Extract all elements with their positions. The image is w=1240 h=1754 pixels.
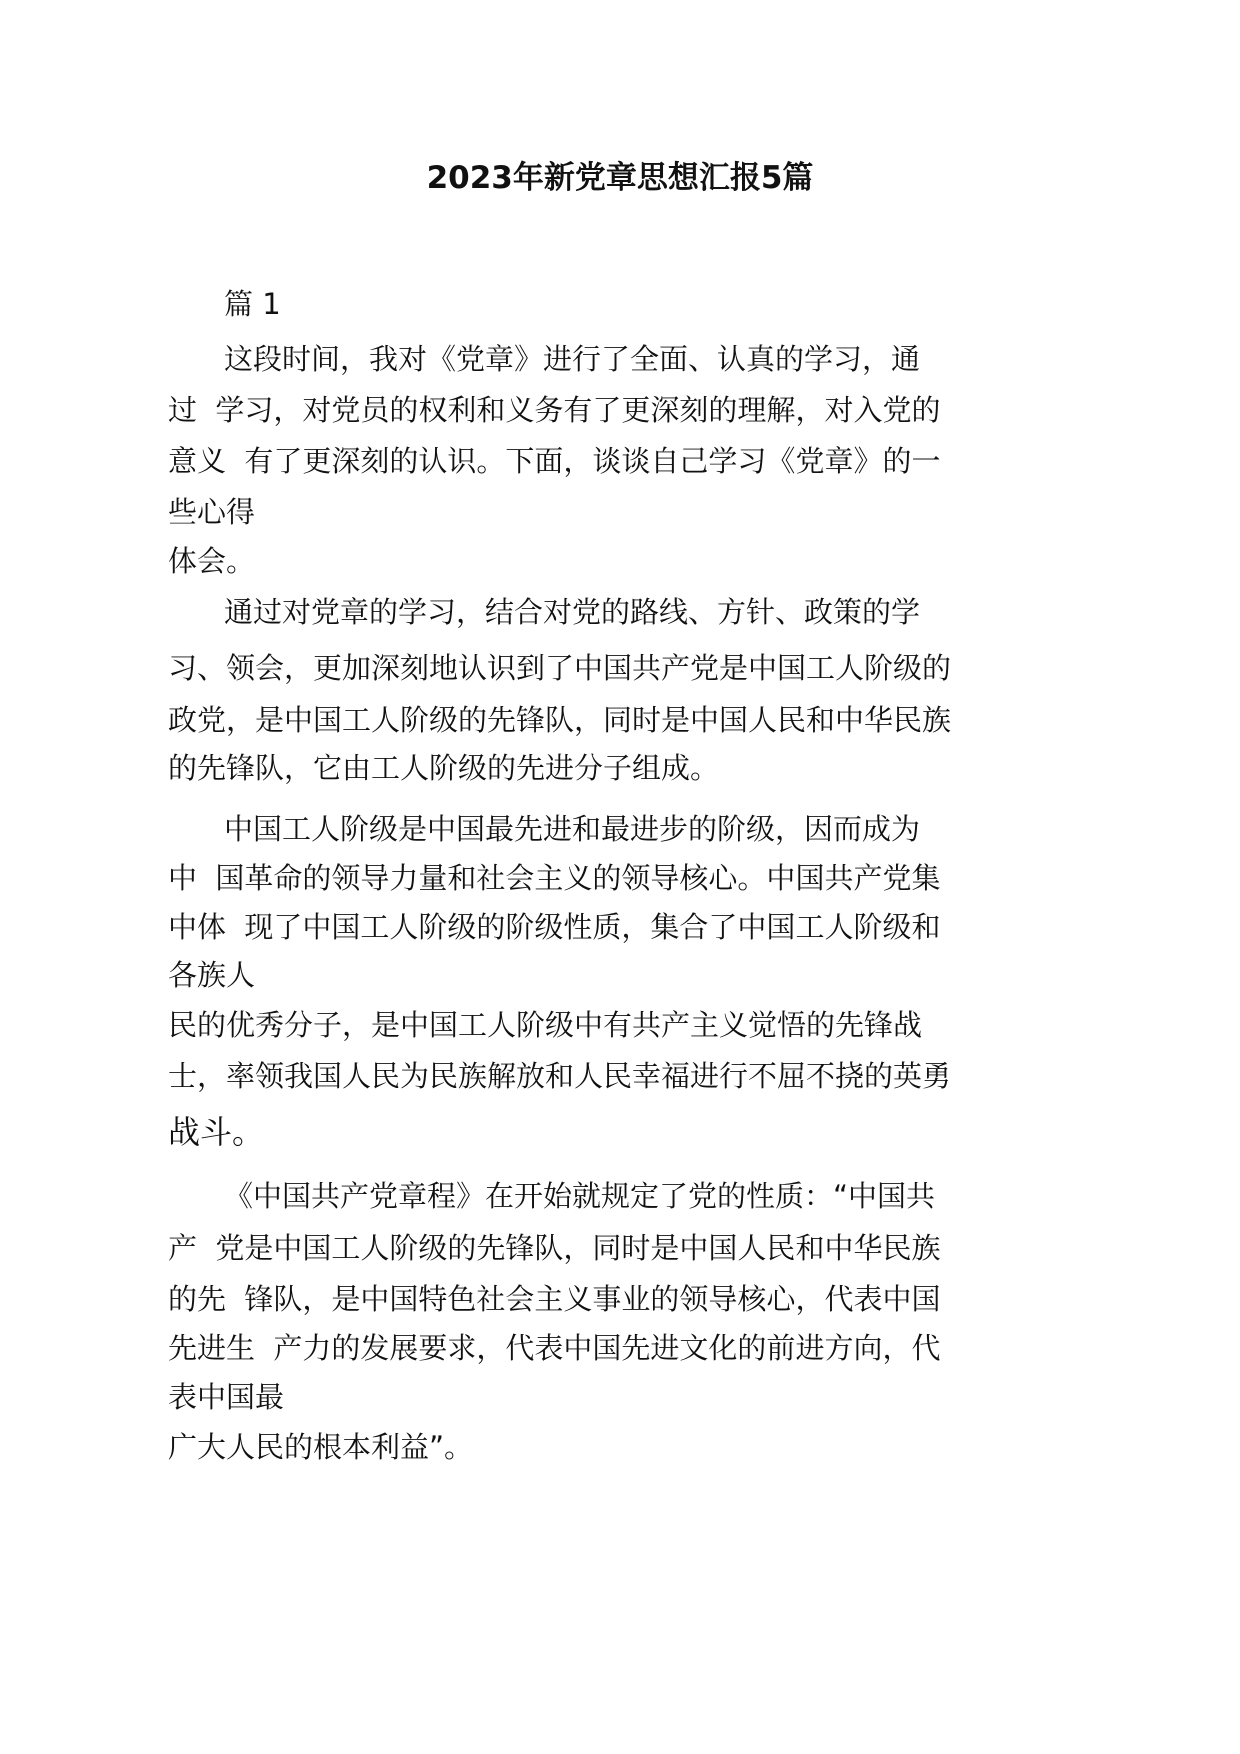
- text-line: 政党，是中国工人阶级的先锋队，同时是中国人民和中华民族: [168, 703, 952, 737]
- text-line: 《中国共产党章程》在开始就规定了党的性质：“中国共: [224, 1179, 936, 1213]
- text-line: 产 党是中国工人阶级的先锋队，同时是中国人民和中华民族: [168, 1231, 941, 1265]
- text-line: 士，率领我国人民为民族解放和人民幸福进行不屈不挠的英勇: [168, 1059, 952, 1093]
- text-line: 先进生 产力的发展要求，代表中国先进文化的前进方向，代: [168, 1331, 941, 1365]
- document-title: 2023年新党章思想汇报5篇: [426, 160, 814, 196]
- text-line: 各族人: [168, 958, 256, 992]
- text-line: 些心得: [168, 495, 256, 529]
- text-line: 体会。: [168, 544, 256, 578]
- text-line: 这段时间，我对《党章》进行了全面、认真的学习，通: [224, 342, 921, 376]
- text-line: 战斗。: [168, 1113, 265, 1151]
- text-line: 通过对党章的学习，结合对党的路线、方针、政策的学: [224, 595, 921, 629]
- text-line: 广大人民的根本利益”。: [168, 1430, 474, 1464]
- text-line: 习、领会，更加深刻地认识到了中国共产党是中国工人阶级的: [168, 651, 952, 685]
- text-line: 的先 锋队，是中国特色社会主义事业的领导核心，代表中国: [168, 1282, 941, 1316]
- text-line: 意义 有了更深刻的认识。下面，谈谈自己学习《党章》的一: [168, 444, 941, 478]
- text-line: 过 学习，对党员的权利和义务有了更深刻的理解，对入党的: [168, 393, 941, 427]
- text-line: 民的优秀分子，是中国工人阶级中有共产主义觉悟的先锋战: [168, 1008, 923, 1042]
- text-line: 表中国最: [168, 1380, 285, 1414]
- text-line: 中 国革命的领导力量和社会主义的领导核心。中国共产党集: [168, 861, 941, 895]
- text-line: 的先锋队，它由工人阶级的先进分子组成。: [168, 751, 720, 785]
- text-line: 中国工人阶级是中国最先进和最进步的阶级，因而成为: [224, 812, 921, 846]
- section-heading: 篇 1: [224, 287, 281, 321]
- text-line: 中体 现了中国工人阶级的阶级性质，集合了中国工人阶级和: [168, 910, 941, 944]
